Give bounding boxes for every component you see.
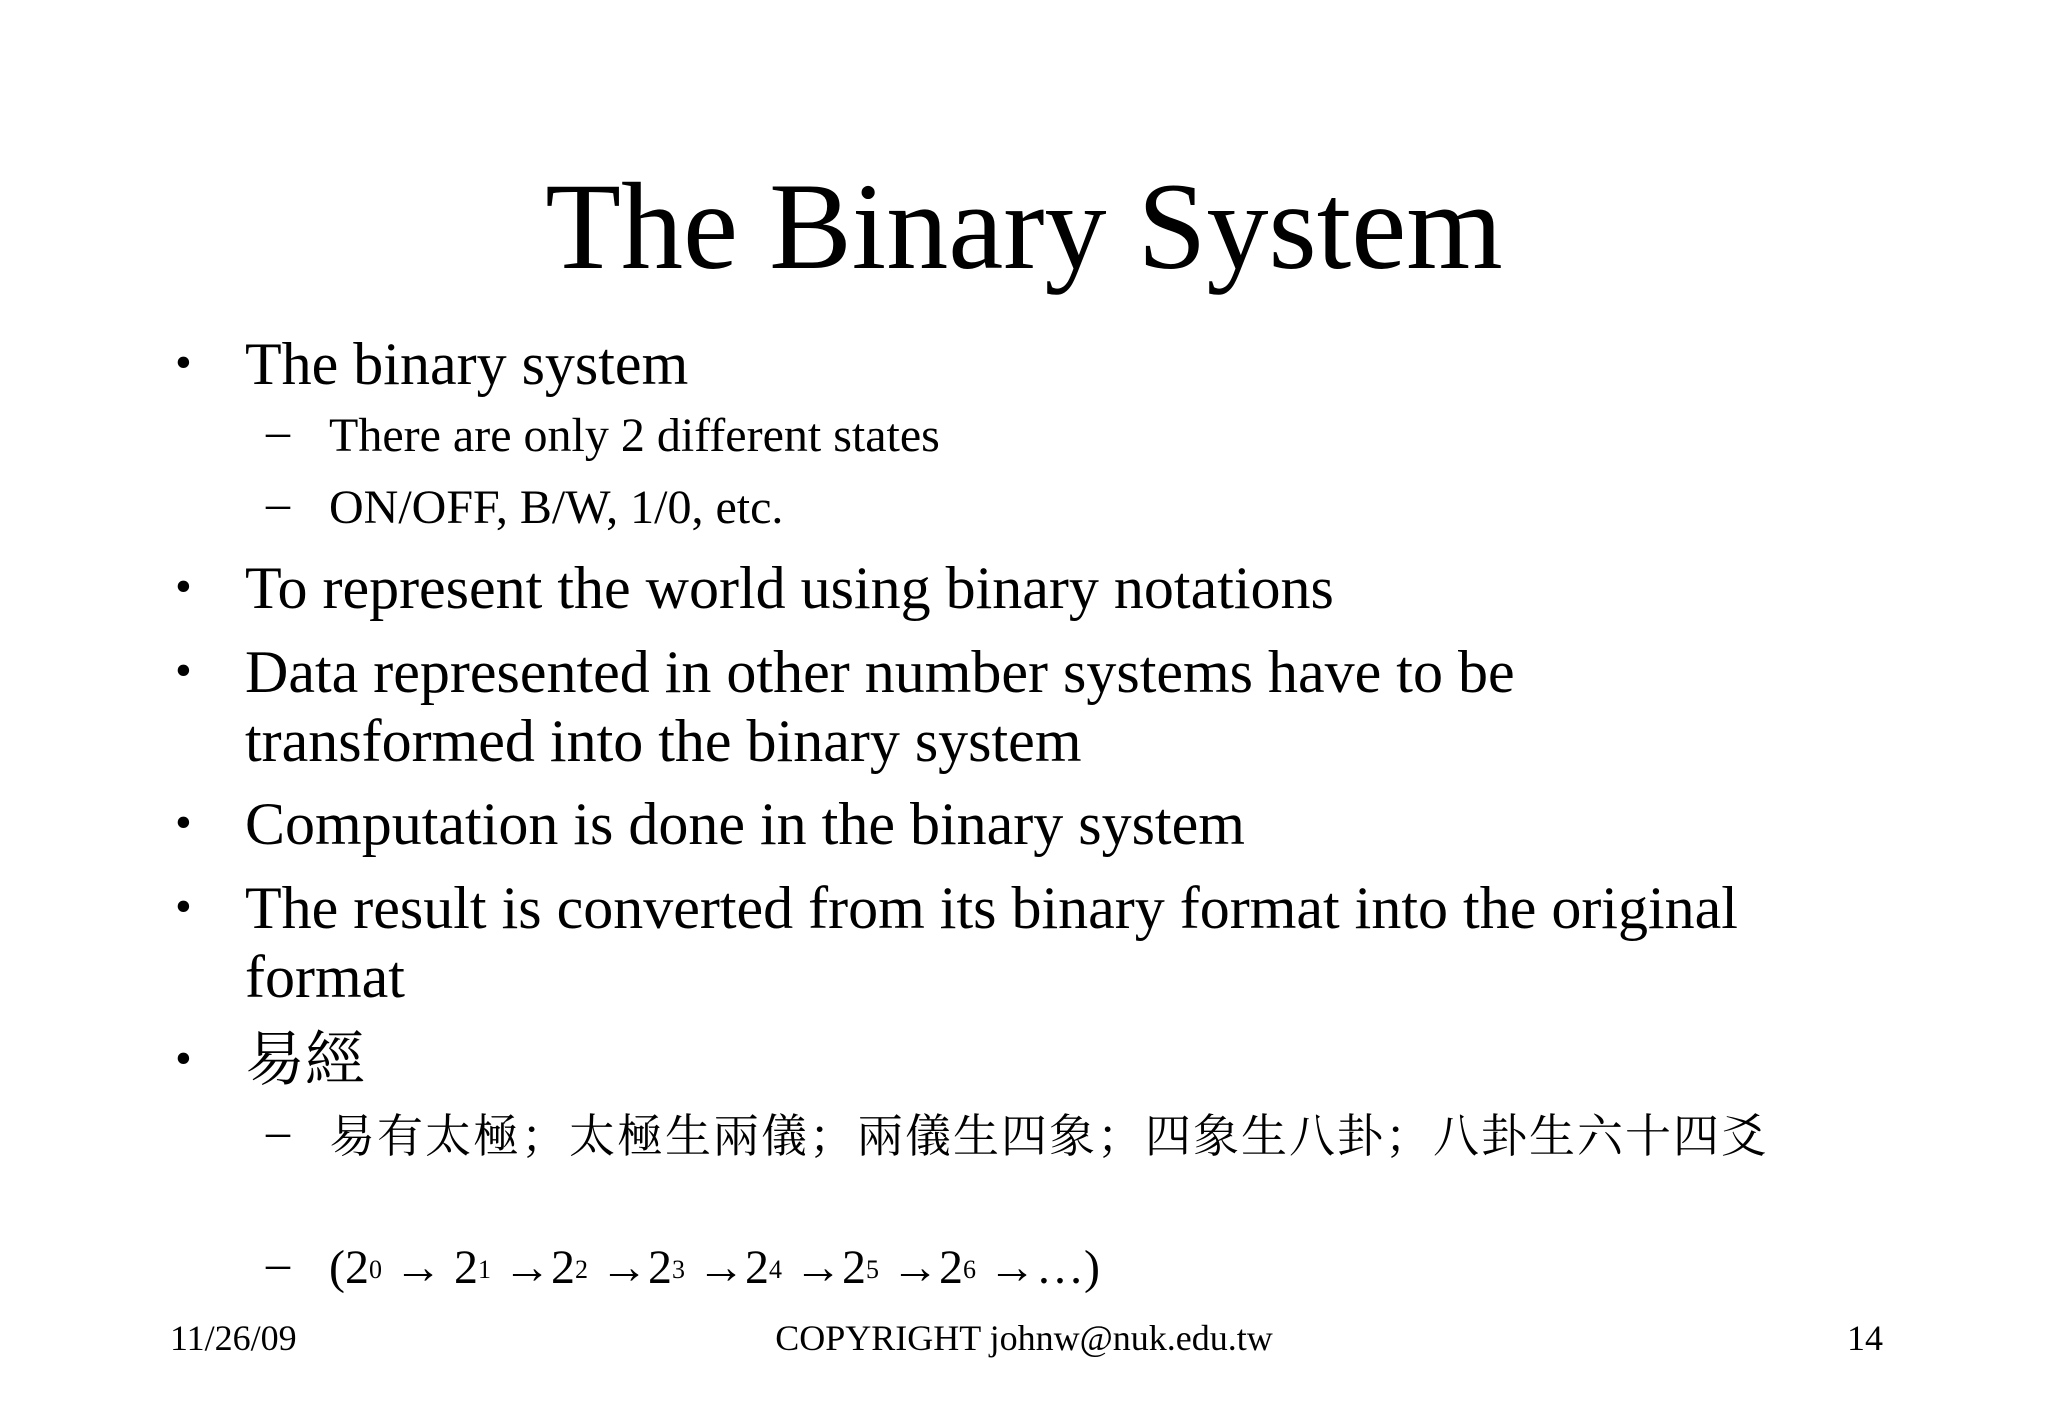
power-sequence <box>329 1241 1100 1294</box>
sequence-exponent: 2 <box>574 1255 588 1284</box>
footer-page-number: 14 <box>1847 1318 1883 1358</box>
arrow-icon: → <box>696 1241 745 1294</box>
bullet-text: The result is converted from its binary format into the original format <box>245 875 1738 1010</box>
bullet-marker: • <box>175 1032 192 1085</box>
sequence-exponent: 3 <box>671 1255 685 1284</box>
bullet-item <box>175 554 1865 623</box>
arrow-icon: → <box>393 1241 442 1294</box>
sub-bullet-text: 易有太極；太極生兩儀；兩儀生四象；四象生八卦；八卦生六十四爻 <box>329 1109 1769 1163</box>
bullet-item <box>175 790 1865 859</box>
sequence-exponent: 4 <box>768 1255 782 1284</box>
sequence-open: ( <box>329 1241 345 1294</box>
arrow-icon: → <box>987 1241 1036 1294</box>
bullet-marker: • <box>175 880 192 933</box>
sequence-exponent: 0 <box>368 1255 382 1284</box>
bullet-item <box>175 1025 1865 1095</box>
bullet-text: Computation is done in the binary system <box>245 791 1245 857</box>
sequence-base: 2 <box>841 1241 866 1294</box>
footer-copyright: COPYRIGHT johnw@nuk.edu.tw <box>775 1318 1273 1358</box>
slide-title: The Binary System <box>545 158 1503 295</box>
bullet-marker: • <box>175 796 192 849</box>
footer-date: 11/26/09 <box>170 1318 297 1358</box>
bullet-marker: • <box>175 644 192 697</box>
sequence-base: 2 <box>744 1241 769 1294</box>
sub-bullet-marker: – <box>266 477 290 530</box>
sub-bullet-text: ON/OFF, B/W, 1/0, etc. <box>329 481 784 534</box>
sequence-exponent: 5 <box>865 1255 879 1284</box>
sequence-base: 2 <box>344 1241 369 1294</box>
bullet-text: Data represented in other number systems have to be transformed into the binary system <box>245 639 1515 774</box>
bullet-item <box>175 330 1865 399</box>
bullet-text: 易經 <box>245 1025 365 1095</box>
bullet-item <box>175 874 1825 1012</box>
bullet-item <box>175 638 1635 776</box>
sub-bullet-item <box>266 477 1869 536</box>
sequence-exponent: 1 <box>477 1255 491 1284</box>
sequence-exponent: 6 <box>962 1255 976 1284</box>
sequence-base: 2 <box>550 1241 575 1294</box>
bullet-marker: • <box>175 336 192 389</box>
arrow-icon: → <box>890 1241 939 1294</box>
sub-bullet-item <box>266 1105 1869 1168</box>
sub-bullet-item <box>266 1237 1869 1296</box>
sub-bullet-marker: – <box>266 1237 290 1290</box>
arrow-icon: → <box>502 1241 551 1294</box>
arrow-icon: → <box>793 1241 842 1294</box>
bullet-text: To represent the world using binary notations <box>245 555 1334 621</box>
sub-bullet-marker: – <box>266 405 290 458</box>
sequence-base: 2 <box>453 1241 478 1294</box>
bullet-text: The binary system <box>245 331 689 397</box>
sub-bullet-marker: – <box>266 1105 290 1158</box>
bullet-marker: • <box>175 560 192 613</box>
sequence-base: 2 <box>938 1241 963 1294</box>
sub-bullet-text: There are only 2 different states <box>329 409 940 462</box>
sequence-tail: …) <box>1035 1241 1100 1294</box>
arrow-icon: → <box>599 1241 648 1294</box>
sequence-base: 2 <box>647 1241 672 1294</box>
sub-bullet-item <box>266 405 1869 464</box>
